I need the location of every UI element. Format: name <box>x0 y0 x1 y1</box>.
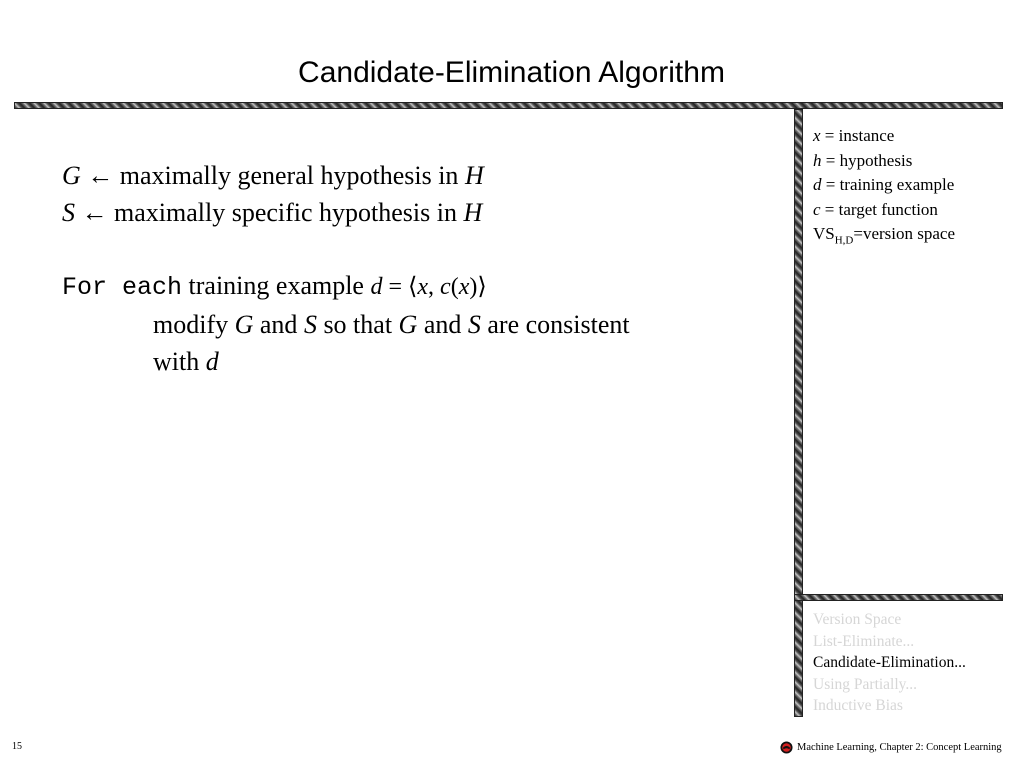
legend-symbol: x <box>813 126 821 145</box>
body-text: and <box>253 310 304 339</box>
page-number: 15 <box>12 741 22 752</box>
var-s: S <box>467 310 481 339</box>
section-nav <box>813 609 966 717</box>
algorithm-loop <box>62 267 487 306</box>
formula-eq: = <box>382 274 409 300</box>
body-text: modify <box>153 310 235 339</box>
legend-symbol: h <box>813 150 822 170</box>
legend-text: = hypothesis <box>821 150 913 170</box>
body-text: and <box>417 310 468 339</box>
formula-close: ⟩ <box>477 274 487 300</box>
var-g: G <box>234 310 254 339</box>
sidebar-divider-bar <box>794 594 1003 601</box>
footer-text: Machine Learning, Chapter 2: Concept Learning <box>797 742 1002 753</box>
line-text: maximally general hypothesis in <box>113 161 465 190</box>
nav-item-list-eliminate[interactable]: List-Eliminate... <box>813 632 915 650</box>
legend-text: = training example <box>821 175 955 194</box>
nav-item-version-space[interactable]: Version Space <box>813 611 902 628</box>
legend-symbol: c <box>813 199 821 219</box>
nav-item-using-partially[interactable]: Using Partially... <box>813 675 918 693</box>
algorithm-init-g <box>62 157 484 194</box>
top-divider-bar <box>14 102 1003 109</box>
footer <box>780 741 1002 754</box>
publisher-logo-icon <box>780 741 793 754</box>
notation-legend <box>813 124 955 253</box>
legend-item <box>813 198 955 223</box>
formula-c: c <box>440 274 451 300</box>
formula-x2: x <box>458 274 470 300</box>
training-example-formula <box>370 274 486 300</box>
var-h: H <box>463 198 483 227</box>
var-g: G <box>398 310 418 339</box>
loop-body-line2 <box>153 343 219 380</box>
formula-rp: ) <box>469 274 478 300</box>
legend-symbol: d <box>813 175 822 194</box>
body-text: so that <box>316 310 399 339</box>
legend-subscript: H,D <box>834 234 854 247</box>
formula-x: x <box>417 274 429 300</box>
line-text: maximally specific hypothesis in <box>107 198 464 227</box>
legend-text: = target function <box>820 199 938 219</box>
arrow-symbol: ← <box>81 198 108 227</box>
var-s: S <box>62 198 75 227</box>
body-text: are consistent <box>480 310 630 339</box>
legend-item <box>813 173 955 198</box>
vertical-divider-bar <box>794 109 803 717</box>
nav-item-candidate-elimination[interactable]: Candidate-Elimination... <box>813 654 966 671</box>
loop-body-line1 <box>153 306 630 343</box>
var-g: G <box>62 161 81 190</box>
legend-symbol: VS <box>813 224 835 243</box>
legend-text: =version space <box>853 224 956 243</box>
loop-keyword: For each <box>62 273 183 302</box>
nav-item-inductive-bias[interactable]: Inductive Bias <box>813 697 903 714</box>
formula-d: d <box>370 274 383 300</box>
slide-title: Candidate-Elimination Algorithm <box>298 56 725 89</box>
var-s: S <box>303 310 317 339</box>
legend-item <box>813 149 955 174</box>
var-h: H <box>464 161 484 190</box>
loop-text: training example <box>182 271 371 300</box>
algorithm-init-s <box>62 194 482 231</box>
legend-item <box>813 124 955 149</box>
formula-comma: , <box>428 274 441 300</box>
var-d: d <box>205 347 219 376</box>
formula-lp: ( <box>450 274 459 300</box>
arrow-symbol: ← <box>87 161 114 190</box>
formula-open: ⟨ <box>408 274 418 300</box>
legend-item <box>813 222 955 253</box>
legend-text: = instance <box>820 126 895 145</box>
body-text: with <box>153 347 206 376</box>
